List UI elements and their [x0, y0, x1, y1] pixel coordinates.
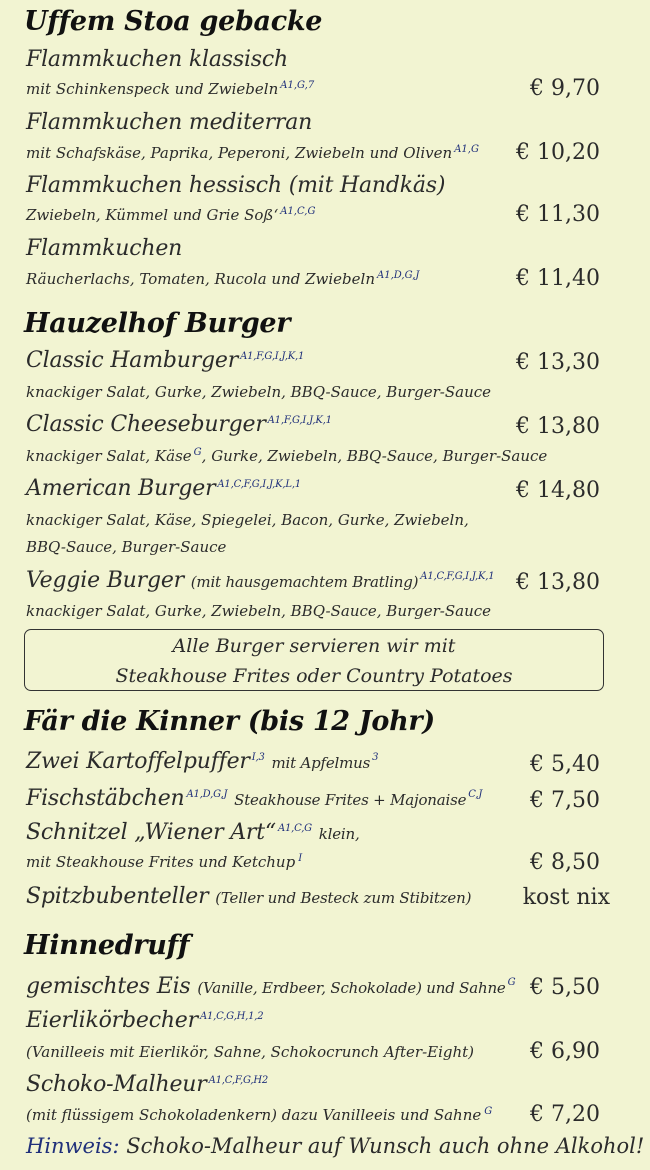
burger-note-box: [24, 629, 604, 691]
item-price: € 5,40: [530, 752, 600, 777]
item-price: € 14,80: [516, 478, 600, 503]
item-price: € 11,30: [516, 202, 600, 227]
burger-note-line2: Steakhouse Frites oder Country Potatoes: [115, 665, 513, 687]
item-name: gemischtes Eis (Vanille, Erdbeer, Schokolade) und Sahne $^G$: [26, 974, 516, 999]
item-name: Flammkuchen hessisch (mit Handkäs): [26, 173, 446, 198]
section-title-kinner: Fär die Kinner (bis 12 Johr): [24, 706, 435, 737]
item-name: American Burger $^{A1,C,F,G,I,J,K,L,1}$: [26, 476, 301, 501]
item-price: € 7,50: [530, 788, 600, 813]
item-name: Spitzbubenteller (Teller und Besteck zum Stibitzen): [26, 884, 472, 909]
item-desc: (Vanilleeis mit Eierlikör, Sahne, Schokocrunch After-Eight): [26, 1043, 475, 1061]
item-name: Flammkuchen mediterran: [26, 110, 313, 135]
item-desc: mit Schafskäse, Paprika, Peperoni, Zwiebeln und Oliven $^{A1,G}$: [26, 144, 479, 162]
burger-note-line1: Alle Burger servieren wir mit: [172, 635, 456, 657]
item-price: € 6,90: [530, 1039, 600, 1064]
item-desc: mit Schinkenspeck und Zwiebeln $^{A1,G,7}$: [26, 80, 315, 98]
item-desc: knackiger Salat, Käse, Spiegelei, Bacon, Gurke, Zwiebeln,: [26, 511, 469, 529]
item-price: € 5,50: [530, 975, 600, 1000]
item-desc: mit Steakhouse Frites und Ketchup $^I$: [26, 853, 303, 871]
item-price: € 13,80: [516, 570, 600, 595]
hint-text: Schoko-Malheur auf Wunsch auch ohne Alkohol!: [119, 1134, 645, 1158]
hint-label: Hinweis:: [26, 1134, 120, 1158]
item-desc: knackiger Salat, Gurke, Zwiebeln, BBQ-Sauce, Burger-Sauce: [26, 602, 492, 620]
item-price: € 8,50: [530, 850, 600, 875]
item-price: € 9,70: [530, 76, 600, 101]
section-title-hinnedruff: Hinnedruff: [24, 930, 190, 961]
item-name: Flammkuchen: [26, 236, 183, 261]
item-name: Classic Hamburger $^{A1,F,G,I,J,K,1}$: [26, 348, 305, 373]
section-title-burger: Hauzelhof Burger: [24, 308, 291, 339]
section-title-stoa: Uffem Stoa gebacke: [24, 6, 323, 37]
item-desc: (mit flüssigem Schokoladenkern) dazu Vanilleeis und Sahne $^G$: [26, 1106, 493, 1124]
item-desc: Zwiebeln, Kümmel und Grie Soß‘ $^{A1,C,G}$: [26, 206, 316, 224]
item-price: € 13,30: [516, 350, 600, 375]
item-desc: Räucherlachs, Tomaten, Rucola und Zwiebeln $^{A1,D,G,J}$: [26, 270, 420, 288]
item-price: € 7,20: [530, 1102, 600, 1127]
item-name: Flammkuchen klassisch: [26, 47, 288, 72]
item-name: Schnitzel „Wiener Art“ $^{A1,C,G}$ klein,: [26, 820, 360, 845]
item-name: Fischstäbchen $^{A1,D,G,J}$ Steakhouse Frites + Majonaise $^{C,J}$: [26, 786, 483, 811]
item-desc: knackiger Salat, Käse $^G$, Gurke, Zwiebeln, BBQ-Sauce, Burger-Sauce: [26, 447, 548, 465]
item-price: kost nix: [522, 885, 610, 910]
hint-line: [26, 1134, 644, 1158]
item-name: Zwei Kartoffelpuffer $^{I,3}$ mit Apfelmus $^3$: [26, 749, 379, 774]
item-name: Classic Cheeseburger $^{A1,F,G,I,J,K,1}$: [26, 412, 332, 437]
item-name: Veggie Burger (mit hausgemachtem Bratling) $^{A1,C,F,G,I,J,K,1}$: [26, 568, 495, 593]
item-price: € 11,40: [516, 266, 600, 291]
item-price: € 10,20: [516, 140, 600, 165]
item-desc: BBQ-Sauce, Burger-Sauce: [26, 538, 227, 556]
item-name: Schoko-Malheur $^{A1,C,F,G,H2}$: [26, 1072, 269, 1097]
item-desc: knackiger Salat, Gurke, Zwiebeln, BBQ-Sauce, Burger-Sauce: [26, 383, 492, 401]
item-name: Eierlikörbecher $^{A1,C,G,H,1,2}$: [26, 1008, 264, 1033]
item-price: € 13,80: [516, 414, 600, 439]
